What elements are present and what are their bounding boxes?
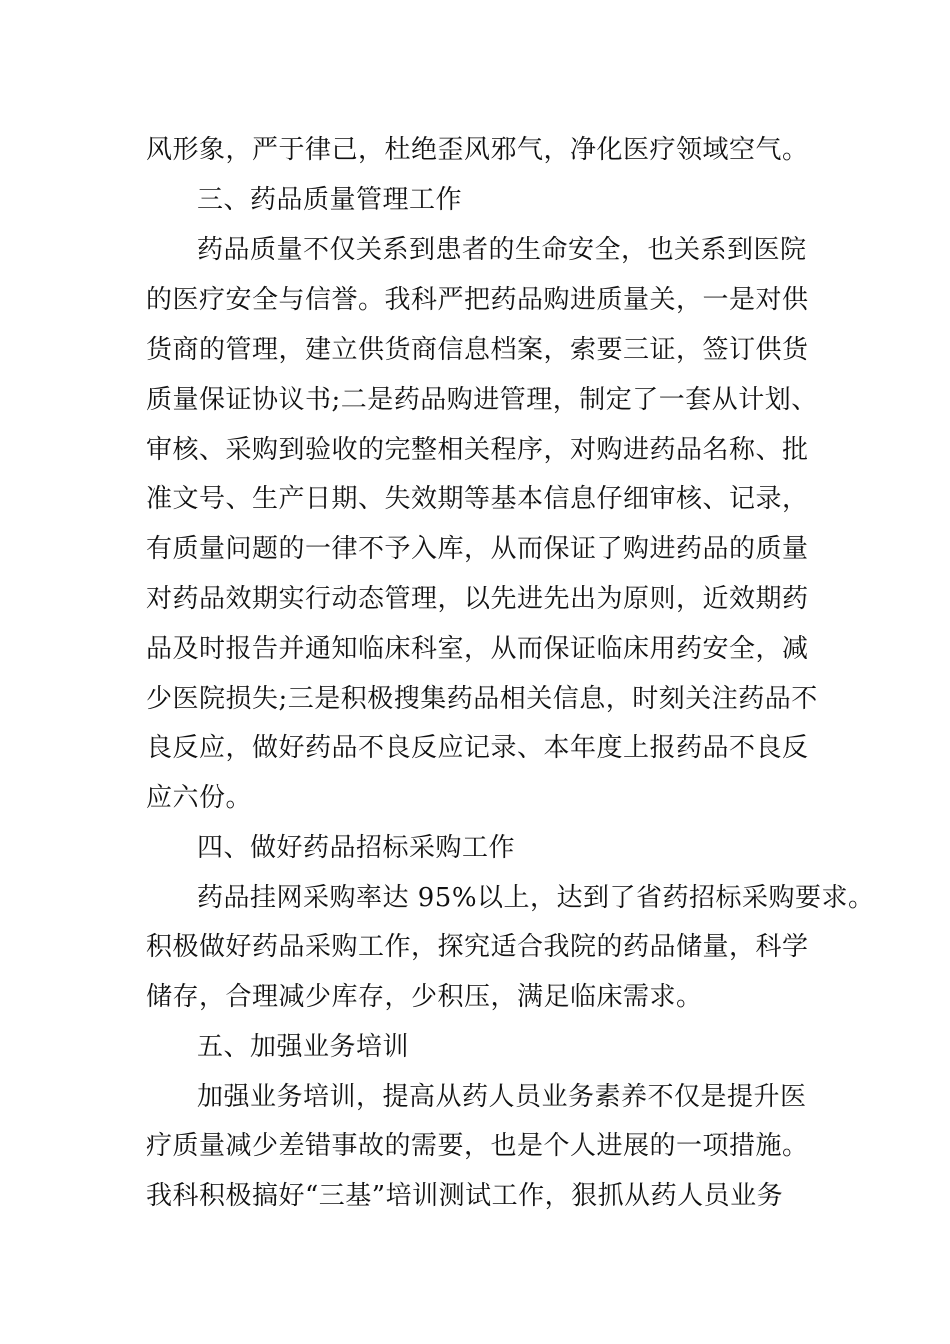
paragraph-line: 我科积极搞好“三基”培训测试工作，狠抓从药人员业务: [146, 1181, 784, 1211]
paragraph-line: 的医疗安全与信誉。我科严把药品购进质量关，一是对供: [146, 285, 809, 315]
paragraph-line: 疗质量减少差错事故的需要，也是个人进展的一项措施。: [146, 1131, 809, 1161]
paragraph-line: 货商的管理，建立供货商信息档案，索要三证，签订供货: [146, 335, 809, 365]
paragraph-line: 准文号、生产日期、失效期等基本信息仔细审核、记录，: [146, 484, 809, 514]
paragraph-line: 有质量问题的一律不予入库，从而保证了购进药品的质量: [146, 534, 809, 564]
paragraph-line: 对药品效期实行动态管理，以先进先出为原则，近效期药: [146, 584, 809, 614]
section-heading-5: 五、加强业务培训: [197, 1032, 410, 1062]
paragraph-line: 良反应，做好药品不良反应记录、本年度上报药品不良反: [146, 733, 809, 763]
paragraph-line: 应六份。: [146, 783, 253, 813]
paragraph-line: 加强业务培训，提高从药人员业务素养不仅是提升医: [197, 1082, 807, 1112]
section-heading-3: 三、药品质量管理工作: [197, 185, 463, 215]
paragraph-line: 积极做好药品采购工作，探究适合我院的药品储量，科学: [146, 932, 809, 962]
paragraph-line: 品及时报告并通知临床科室，从而保证临床用药安全，减: [146, 634, 809, 664]
section-heading-4: 四、做好药品招标采购工作: [197, 833, 516, 863]
paragraph-line: 药品挂网采购率达 95%以上，达到了省药招标采购要求。: [197, 883, 875, 913]
paragraph-line: 审核、采购到验收的完整相关程序，对购进药品名称、批: [146, 435, 809, 465]
paragraph-line: 风形象，严于律己，杜绝歪风邪气，净化医疗领域空气。: [146, 135, 809, 165]
paragraph-line: 储存，合理减少库存，少积压，满足临床需求。: [146, 982, 703, 1012]
paragraph-line: 质量保证协议书;二是药品购进管理，制定了一套从计划、: [146, 385, 818, 415]
paragraph-line: 药品质量不仅关系到患者的生命安全，也关系到医院: [197, 235, 807, 265]
paragraph-line: 少医院损失;三是积极搜集药品相关信息，时刻关注药品不: [146, 684, 818, 714]
